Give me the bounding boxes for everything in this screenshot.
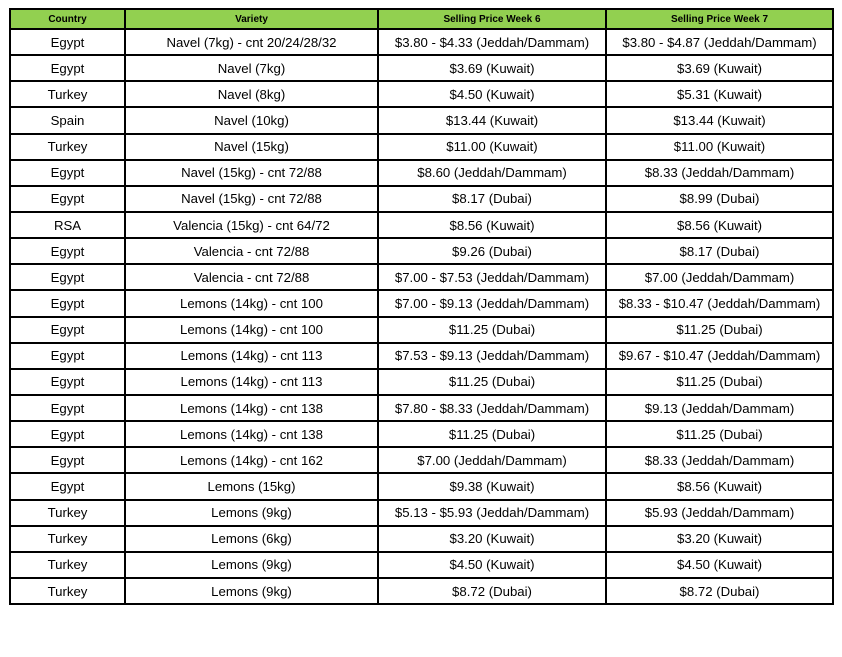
cell-country: Egypt: [10, 160, 125, 186]
cell-price-week-7: $3.20 (Kuwait): [606, 526, 833, 552]
cell-country: Turkey: [10, 552, 125, 578]
table-row: [10, 447, 833, 473]
table-row: [10, 186, 833, 212]
cell-price-week-6: $9.38 (Kuwait): [378, 473, 606, 499]
table-row: [10, 473, 833, 499]
cell-price-week-6: $3.20 (Kuwait): [378, 526, 606, 552]
table-row: [10, 343, 833, 369]
column-header-variety: Variety: [125, 9, 378, 29]
cell-price-week-7: $8.56 (Kuwait): [606, 473, 833, 499]
cell-country: Egypt: [10, 369, 125, 395]
table-row: [10, 526, 833, 552]
cell-variety: Navel (10kg): [125, 107, 378, 133]
cell-price-week-7: $8.99 (Dubai): [606, 186, 833, 212]
table-body: [10, 29, 833, 604]
cell-price-week-6: $7.00 (Jeddah/Dammam): [378, 447, 606, 473]
cell-variety: Lemons (15kg): [125, 473, 378, 499]
table-row: [10, 160, 833, 186]
column-header-week-6: Selling Price Week 6: [378, 9, 606, 29]
cell-country: Egypt: [10, 343, 125, 369]
cell-country: Egypt: [10, 447, 125, 473]
cell-country: Egypt: [10, 264, 125, 290]
cell-country: Egypt: [10, 55, 125, 81]
table-row: [10, 55, 833, 81]
cell-variety: Navel (15kg) - cnt 72/88: [125, 186, 378, 212]
cell-price-week-6: $3.69 (Kuwait): [378, 55, 606, 81]
table-header: [10, 9, 833, 29]
cell-country: Egypt: [10, 317, 125, 343]
cell-price-week-6: $11.25 (Dubai): [378, 421, 606, 447]
cell-price-week-6: $5.13 - $5.93 (Jeddah/Dammam): [378, 500, 606, 526]
table-row: [10, 29, 833, 55]
cell-price-week-6: $3.80 - $4.33 (Jeddah/Dammam): [378, 29, 606, 55]
table-row: [10, 264, 833, 290]
cell-country: Egypt: [10, 290, 125, 316]
price-table-container: [9, 8, 834, 605]
cell-price-week-7: $8.33 - $10.47 (Jeddah/Dammam): [606, 290, 833, 316]
cell-price-week-7: $11.25 (Dubai): [606, 317, 833, 343]
cell-country: RSA: [10, 212, 125, 238]
cell-price-week-7: $5.93 (Jeddah/Dammam): [606, 500, 833, 526]
cell-country: Egypt: [10, 473, 125, 499]
cell-price-week-7: $8.33 (Jeddah/Dammam): [606, 160, 833, 186]
cell-country: Turkey: [10, 526, 125, 552]
cell-variety: Lemons (14kg) - cnt 100: [125, 290, 378, 316]
table-row: [10, 81, 833, 107]
table-row: [10, 317, 833, 343]
table-row: [10, 107, 833, 133]
cell-price-week-7: $4.50 (Kuwait): [606, 552, 833, 578]
table-row: [10, 552, 833, 578]
cell-price-week-7: $9.13 (Jeddah/Dammam): [606, 395, 833, 421]
column-header-week-7: Selling Price Week 7: [606, 9, 833, 29]
cell-price-week-6: $8.56 (Kuwait): [378, 212, 606, 238]
cell-variety: Navel (15kg) - cnt 72/88: [125, 160, 378, 186]
table-row: [10, 238, 833, 264]
cell-price-week-6: $13.44 (Kuwait): [378, 107, 606, 133]
cell-price-week-6: $11.25 (Dubai): [378, 369, 606, 395]
cell-price-week-6: $11.00 (Kuwait): [378, 134, 606, 160]
header-row: [10, 9, 833, 29]
cell-price-week-7: $3.80 - $4.87 (Jeddah/Dammam): [606, 29, 833, 55]
cell-country: Turkey: [10, 134, 125, 160]
cell-variety: Valencia (15kg) - cnt 64/72: [125, 212, 378, 238]
price-table: [9, 8, 834, 605]
cell-price-week-6: $8.72 (Dubai): [378, 578, 606, 604]
cell-variety: Navel (15kg): [125, 134, 378, 160]
cell-variety: Valencia - cnt 72/88: [125, 264, 378, 290]
cell-price-week-6: $11.25 (Dubai): [378, 317, 606, 343]
cell-price-week-6: $4.50 (Kuwait): [378, 81, 606, 107]
cell-variety: Navel (7kg) - cnt 20/24/28/32: [125, 29, 378, 55]
cell-country: Egypt: [10, 238, 125, 264]
cell-country: Egypt: [10, 421, 125, 447]
cell-price-week-6: $7.80 - $8.33 (Jeddah/Dammam): [378, 395, 606, 421]
cell-country: Egypt: [10, 395, 125, 421]
cell-variety: Lemons (14kg) - cnt 138: [125, 395, 378, 421]
cell-country: Spain: [10, 107, 125, 133]
cell-price-week-6: $9.26 (Dubai): [378, 238, 606, 264]
cell-price-week-7: $3.69 (Kuwait): [606, 55, 833, 81]
cell-price-week-7: $5.31 (Kuwait): [606, 81, 833, 107]
cell-price-week-7: $13.44 (Kuwait): [606, 107, 833, 133]
cell-variety: Lemons (9kg): [125, 578, 378, 604]
cell-variety: Lemons (9kg): [125, 500, 378, 526]
cell-variety: Navel (8kg): [125, 81, 378, 107]
table-row: [10, 500, 833, 526]
cell-price-week-7: $8.72 (Dubai): [606, 578, 833, 604]
cell-country: Egypt: [10, 186, 125, 212]
cell-price-week-7: $11.00 (Kuwait): [606, 134, 833, 160]
cell-price-week-7: $9.67 - $10.47 (Jeddah/Dammam): [606, 343, 833, 369]
cell-variety: Lemons (14kg) - cnt 113: [125, 343, 378, 369]
table-row: [10, 369, 833, 395]
table-row: [10, 290, 833, 316]
table-row: [10, 421, 833, 447]
cell-price-week-7: $7.00 (Jeddah/Dammam): [606, 264, 833, 290]
cell-price-week-7: $8.17 (Dubai): [606, 238, 833, 264]
cell-price-week-6: $8.60 (Jeddah/Dammam): [378, 160, 606, 186]
cell-price-week-7: $11.25 (Dubai): [606, 369, 833, 395]
cell-price-week-6: $4.50 (Kuwait): [378, 552, 606, 578]
cell-price-week-7: $8.33 (Jeddah/Dammam): [606, 447, 833, 473]
cell-price-week-7: $11.25 (Dubai): [606, 421, 833, 447]
table-row: [10, 212, 833, 238]
cell-variety: Valencia - cnt 72/88: [125, 238, 378, 264]
cell-country: Turkey: [10, 81, 125, 107]
cell-price-week-6: $7.00 - $7.53 (Jeddah/Dammam): [378, 264, 606, 290]
cell-variety: Lemons (14kg) - cnt 138: [125, 421, 378, 447]
cell-country: Egypt: [10, 29, 125, 55]
cell-variety: Lemons (6kg): [125, 526, 378, 552]
cell-country: Turkey: [10, 578, 125, 604]
column-header-country: Country: [10, 9, 125, 29]
cell-price-week-7: $8.56 (Kuwait): [606, 212, 833, 238]
cell-variety: Lemons (9kg): [125, 552, 378, 578]
cell-price-week-6: $8.17 (Dubai): [378, 186, 606, 212]
cell-variety: Navel (7kg): [125, 55, 378, 81]
cell-variety: Lemons (14kg) - cnt 113: [125, 369, 378, 395]
cell-price-week-6: $7.53 - $9.13 (Jeddah/Dammam): [378, 343, 606, 369]
table-row: [10, 395, 833, 421]
table-row: [10, 134, 833, 160]
cell-price-week-6: $7.00 - $9.13 (Jeddah/Dammam): [378, 290, 606, 316]
cell-country: Turkey: [10, 500, 125, 526]
cell-variety: Lemons (14kg) - cnt 100: [125, 317, 378, 343]
table-row: [10, 578, 833, 604]
cell-variety: Lemons (14kg) - cnt 162: [125, 447, 378, 473]
